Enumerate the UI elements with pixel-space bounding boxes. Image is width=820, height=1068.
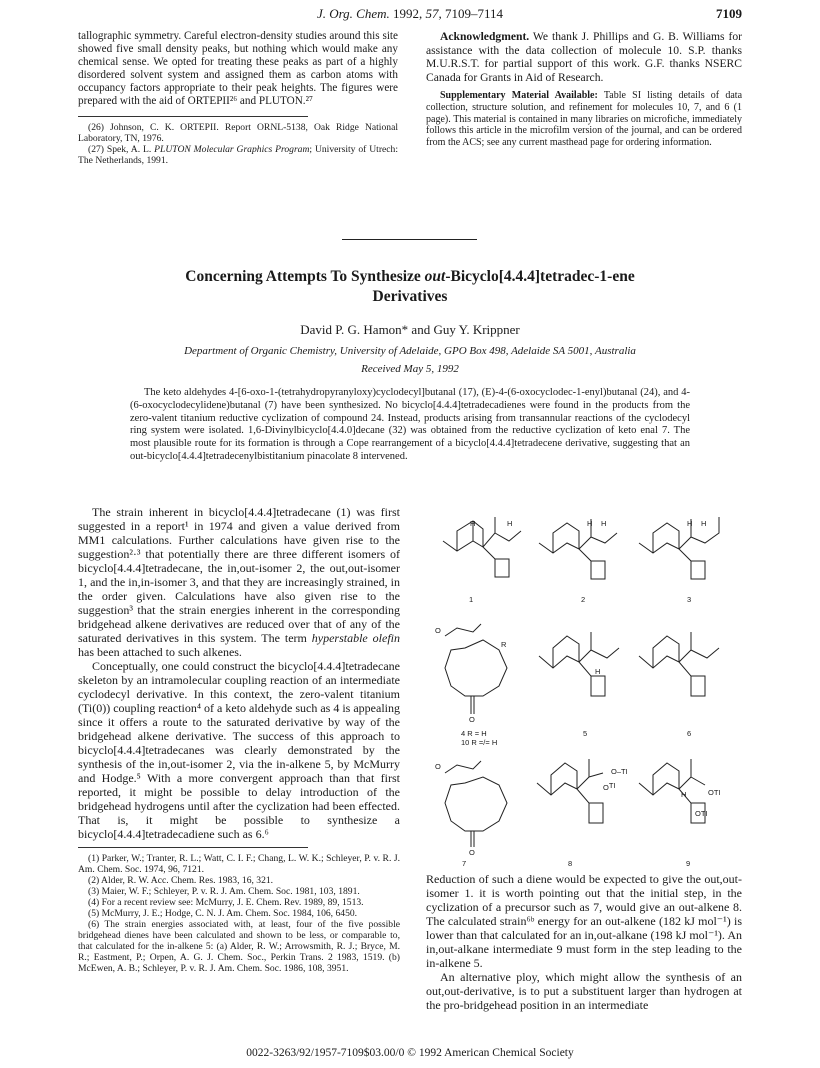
- journal-year: 1992,: [393, 6, 423, 21]
- footnote-3: (3) Maier, W. F.; Schleyer, P. v. R. J. Am. Chem. Soc. 1981, 103, 1891.: [88, 886, 360, 897]
- supplementary-material: Supplementary Material Available: Table SI listing details of data collection, structure solution, and refinement for molecules 10, 7, and 6 (1 page). This material is contained in many libraries on microfiche, immediately follows this article in the microfilm version of the journal, and can be ordered from the ACS; see any current masthead page for ordering information.: [426, 90, 743, 148]
- footnote-4: (4) For a recent review see: McMurry, J. E. Chem. Rev. 1989, 89, 1513.: [88, 897, 364, 908]
- body-right-paragraph-2: An alternative ploy, which might allow the synthesis of an out,out-derivative, is to put a substituent larger than hydrogen at the pro-bridgehead position in an intermediate: [426, 970, 742, 1012]
- footnote-divider: [78, 116, 308, 117]
- oti-label-2: OTI: [603, 781, 616, 792]
- running-head: [78, 6, 742, 24]
- abstract: The keto aldehydes 4-[6-oxo-1-(tetrahydropyranyloxy)cyclodecyl]butanal (17), (E)-4-(6-oxocyclodec-1-enyl)butanal (24), and 4-(6-oxocyclodecylidene)butanal (7) have been synthesized. No bicyclo[4.4.4]tetradecadienes were found in the products from the zero-valent titanium reductive cyclization of compound 24. Instead, products arising from transannular reactions of the cyclodecyl ring system were isolated. 1,6-Divinylbicyclo[4.4.0]decane (32) was obtained from the reductive cyclization of keto enal 7. The most plausible route for its formation is through a Cope rearrangement of a bicyclo[4.4.4]tetradecene derivative, suggesting that an out-bicyclo[4.4.4]tetradecenylbistitanium pinacolate 8 intervened.: [130, 387, 690, 462]
- compound-number-5: 5: [583, 729, 588, 738]
- atom-label-h: H: [587, 519, 593, 528]
- received-date: Received May 5, 1992: [361, 363, 459, 375]
- atom-label-h: H: [601, 519, 607, 528]
- footnote-1: (1) Parker, W.; Tranter, R. L.; Watt, C. I. F.; Chang, L. W. K.; Schleyer, P. v. R. J. Am. Chem. Soc. 1974, 96, 7121.: [78, 853, 400, 875]
- atom-label-h: H: [681, 790, 687, 799]
- structure-7-drawing: [445, 761, 507, 847]
- compound-number-9: 9: [686, 859, 691, 868]
- atom-label-o: O: [469, 715, 475, 724]
- footnote-27: (27) Spek, A. L. PLUTON Molecular Graphics Program; University of Utrech: The Netherlands, 1991.: [78, 144, 398, 166]
- structure-2-drawing: [539, 519, 617, 579]
- compound-number-3: 3: [687, 595, 692, 604]
- structure-6-drawing: [639, 632, 719, 696]
- structure-drawings: [425, 505, 741, 855]
- affiliation: Department of Organic Chemistry, University of Adelaide, GPO Box 498, Adelaide SA 5001, Australia: [184, 345, 636, 357]
- oti-label-3: OTI: [708, 788, 721, 797]
- copyright-line: 0022-3263/92/1957-7109$03.00/0 © 1992 American Chemical Society: [246, 1047, 574, 1059]
- top-right-column: [426, 30, 742, 148]
- compound-number-8: 8: [568, 859, 573, 868]
- body-right-column: [426, 872, 742, 1012]
- continuation-paragraph: tallographic symmetry. Careful electron-density studies around this site showed five small density peaks, but nothing which would make any chemical sense. We opted for treating these peaks as part of a highly disordered solvent system and assigned them as carbon atoms with occupancy factors appropriate to their peak heights. The figures were prepared with the aid of ORTEPII²⁶ and PLUTON.²⁷: [78, 30, 398, 107]
- compound-number-1: 1: [469, 595, 474, 604]
- structure-3-drawing: [639, 517, 719, 579]
- atom-label-o: O: [435, 626, 441, 635]
- structure-4-drawing: [445, 624, 507, 714]
- atom-label-o: O: [435, 762, 441, 771]
- compound-number-6: 6: [687, 729, 692, 738]
- body-right-paragraph-1: Reduction of such a diene would be expected to give the out,out-isomer 1. it is worth pointing out that the initial step, in the cyclization of a precursor such as 7, would give an out-alkene 8. The calculated strain⁶ᵇ energy for an out-alkene (182 kJ mol⁻¹) is lower than that calculated for an in,out-alkane (198 kJ mol⁻¹). An in,out-alkane intermediate 9 must form in the step leading to the in-alkene 5.: [426, 872, 742, 970]
- authors: David P. G. Hamon* and Guy Y. Krippner: [300, 322, 520, 337]
- journal-citation: [78, 6, 742, 22]
- atom-label-h: H: [687, 519, 693, 528]
- footnote-26: (26) Johnson, C. K. ORTEPII. Report ORNL-5138, Oak Ridge National Laboratory, TN, 1976.: [78, 122, 398, 144]
- compound-number-7: 7: [462, 859, 467, 868]
- acknowledgment: Acknowledgment. We thank J. Phillips and G. B. Williams for assistance with the data collection of molecule 10. S.P. thanks M.U.R.S.T. for partial support of this work. G.F. thanks NSERC Canada for Grants in Aid of Research.: [426, 30, 742, 84]
- structure-8-drawing: [537, 759, 603, 823]
- compound-number-10: 10 R =/= H: [461, 738, 498, 747]
- chemical-structures-figure: [425, 505, 741, 855]
- body-left-column: [78, 505, 400, 974]
- article-title: Concerning Attempts To Synthesize out-Bicyclo[4.4.4]tetradec-1-ene Derivatives: [185, 268, 635, 305]
- footnote-2: (2) Alder, R. W. Acc. Chem. Res. 1983, 16, 321.: [88, 875, 274, 886]
- top-left-column: [78, 30, 398, 166]
- oti-label-4: OTI: [695, 809, 708, 818]
- journal-volume: 57,: [425, 6, 442, 21]
- atom-label-o: O: [469, 848, 475, 857]
- page-number: 7109: [716, 6, 742, 21]
- section-divider: [342, 239, 477, 240]
- atom-label-r: R: [501, 640, 507, 649]
- atom-label-h: H: [507, 519, 513, 528]
- footnote-5: (5) McMurry, J. E.; Hodge, C. N. J. Am. Chem. Soc. 1984, 106, 6450.: [88, 908, 358, 919]
- oti-label: O–TI: [611, 767, 628, 776]
- compound-number-2: 2: [581, 595, 586, 604]
- compound-number-4: 4 R = H: [461, 729, 487, 738]
- atom-label-h: H: [470, 519, 476, 528]
- intro-paragraph-2: Conceptually, one could construct the bicyclo[4.4.4]tetradecane skeleton by an intramolecular coupling reaction of an intermediate cyclodecyl derivative. In this context, the zero-valent titanium (Ti(0)) coupling reaction⁴ of a keto aldehyde such as 4 is appealing since it offers a route to the saturated derivative by way of the bridgehead alkene derivative. The success of this approach to bicyclo[4.4.4]tetradecanes was clearly demonstrated by the synthesis of the in,out-isomer 2, via the in-alkene 5, by McMurry and Hodge.⁵ With a more convergent approach than that first reported, it might be possible to delay introduction of the bridgehead hydrogens until after the cyclization had been effected. That is, it might be possible to synthesize a bicyclo[4.4.4]tetradecadiene such as 6.⁶: [78, 659, 400, 841]
- journal-name: J. Org. Chem.: [316, 6, 390, 21]
- journal-pages: 7109–7114: [445, 6, 504, 21]
- footnote-divider-2: [78, 847, 308, 848]
- intro-paragraph-1: The strain inherent in bicyclo[4.4.4]tetradecane (1) was first suggested in a report¹ in 1974 and given a value derived from MM1 calculations. Further calculations have given rise to the suggestion²·³ that potentially there are three different isomers of bicyclo[4.4.4]tetradecane, the in,out-isomer 2, the out,out-isomer 1, and the in,in-isomer 3, and that they are increasingly strained, in the order given. Calculations have also given rise to the suggestion³ that the strain energies inherent in the corresponding bridgehead alkene derivatives are reduced over that of any of the saturated derivatives in this system. The term hyperstable olefin has been attached to such alkenes.: [78, 505, 400, 659]
- structure-5-drawing: [539, 632, 619, 696]
- footnote-6: (6) The strain energies associated with, at least, four of the five possible bridgehead dienes have been calculated and shown to be less, or comparable to, that calculated for the in-alkene 5: (a) Alder, R. W.; Arrowsmith, R. J.; Bryce, M. R.; Eastment, P.; Orpen, A. G. J. Chem. Soc., Perkin Trans. 2 1983, 1519. (b) McEwen, A. B.; Schleyer, P. v. R. J. Am. Chem. Soc. 1986, 108, 3951.: [78, 919, 400, 974]
- atom-label-h: H: [701, 519, 707, 528]
- atom-label-h: H: [595, 667, 601, 676]
